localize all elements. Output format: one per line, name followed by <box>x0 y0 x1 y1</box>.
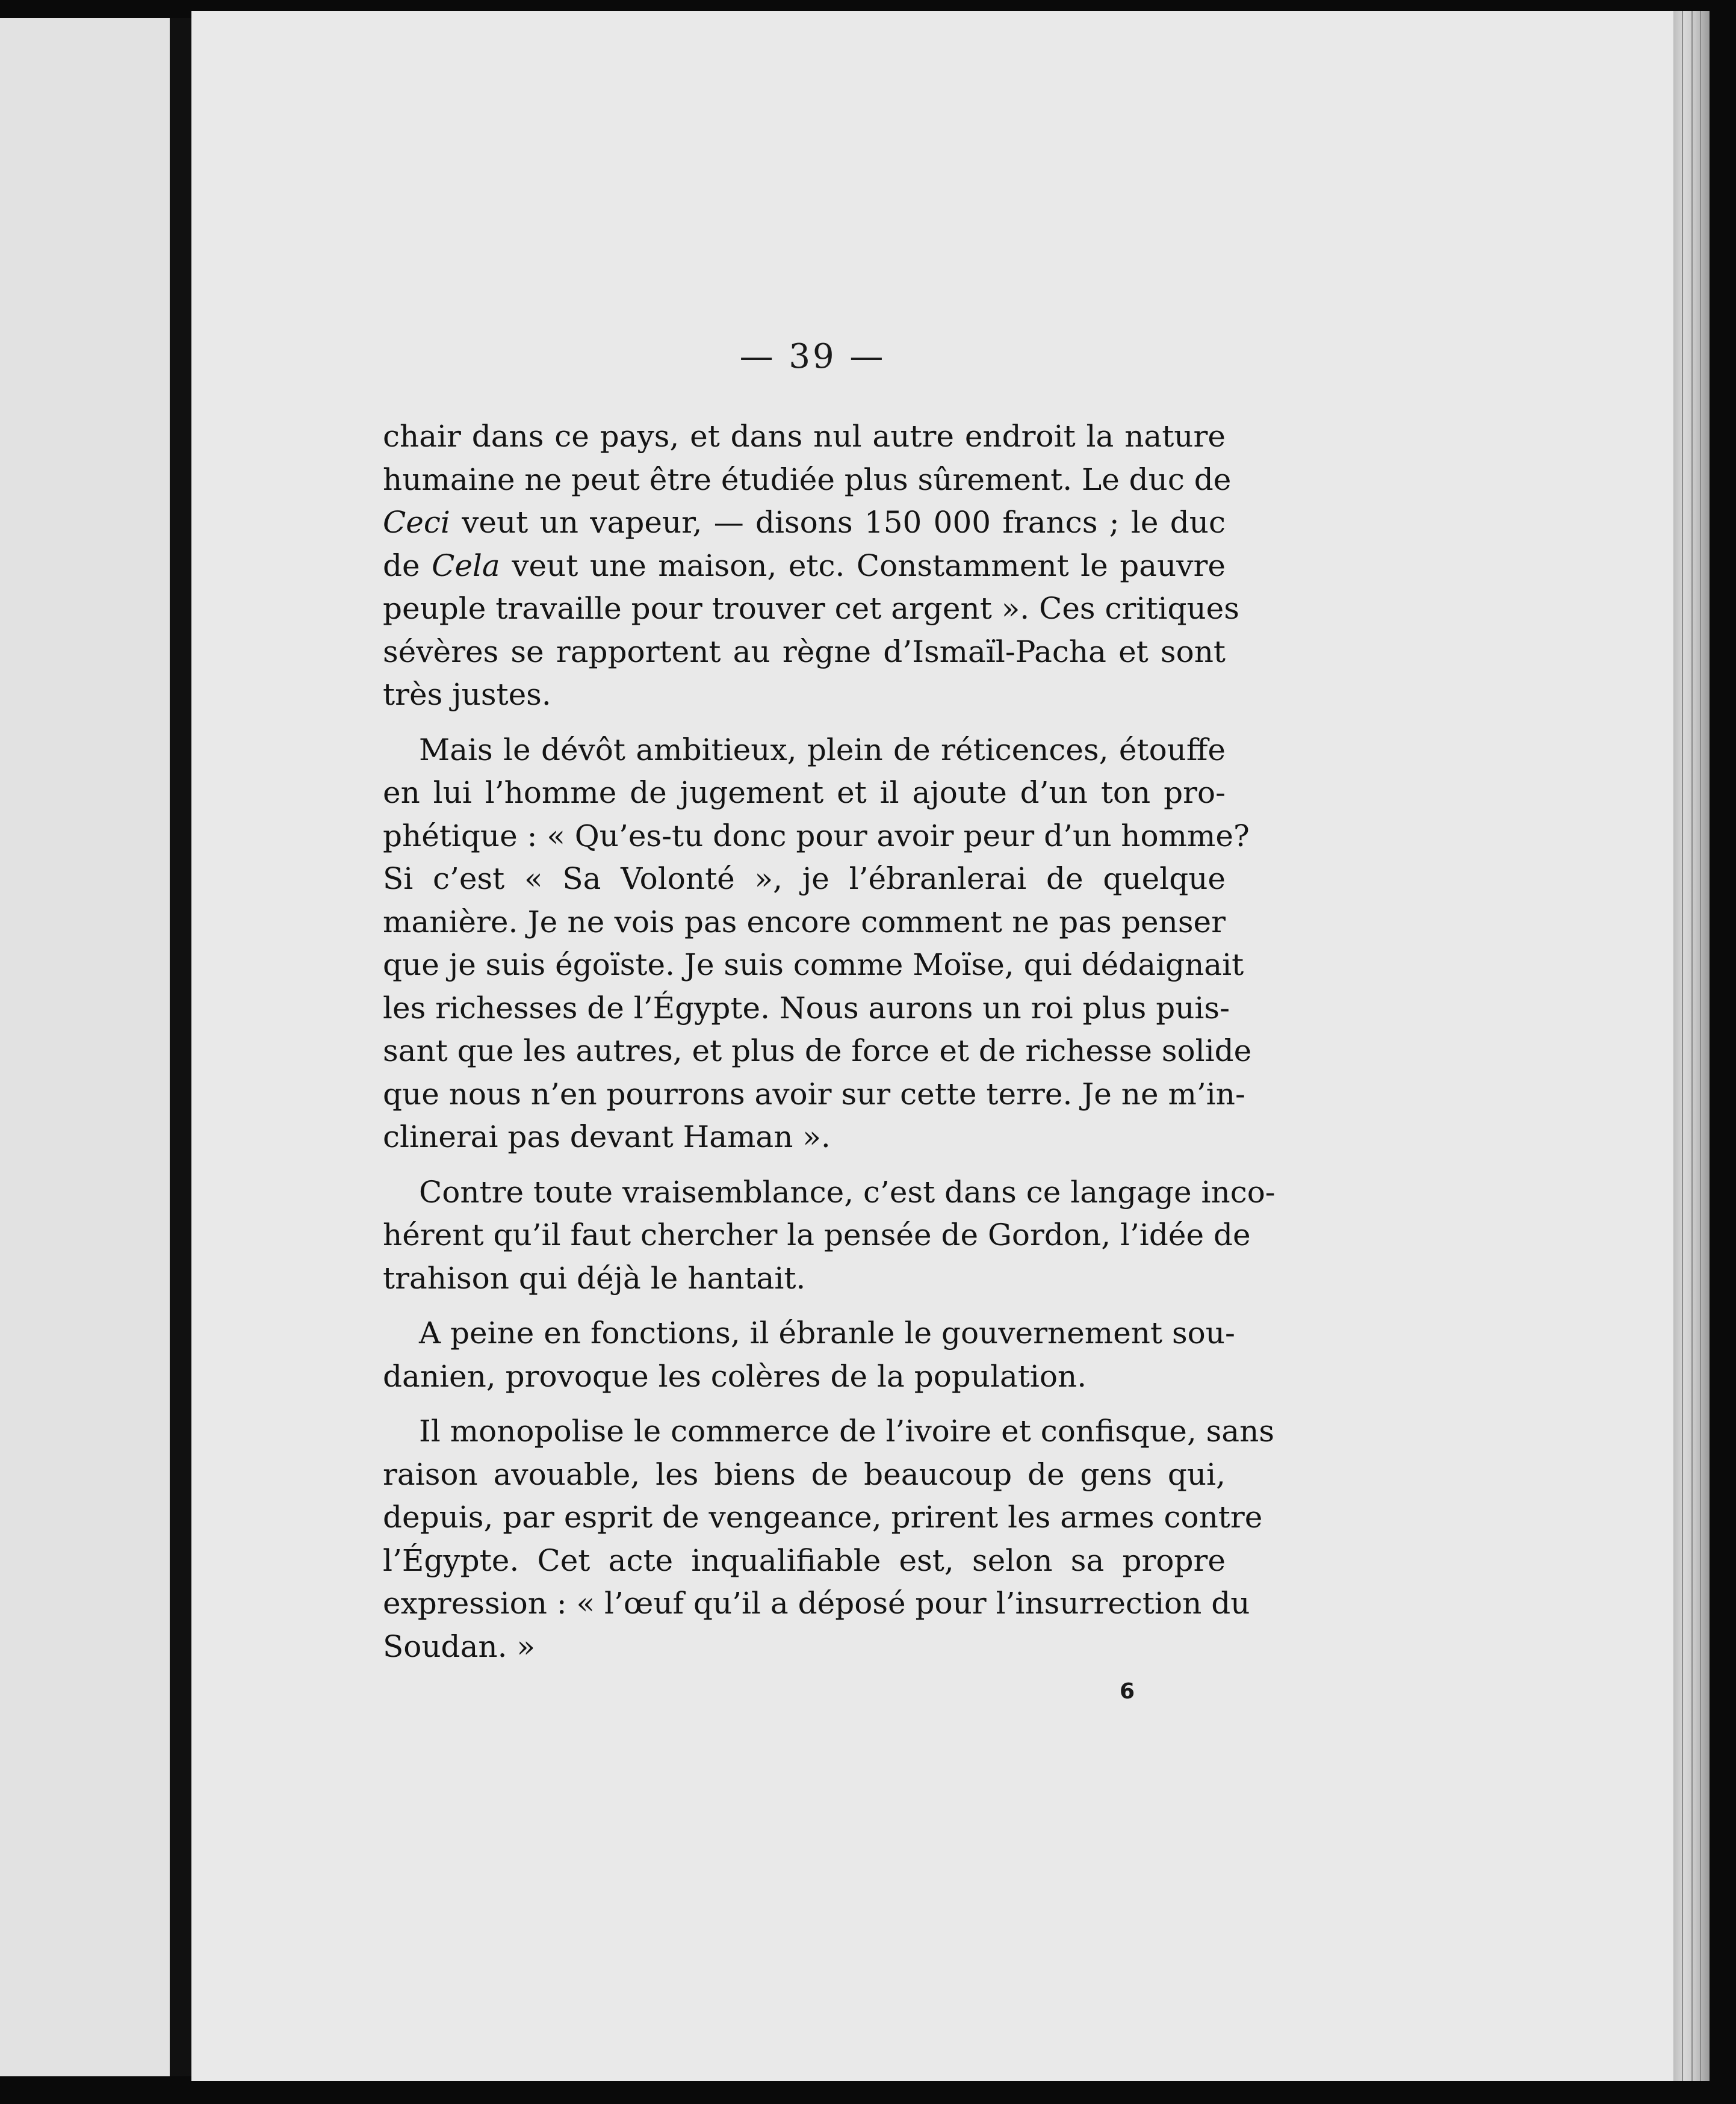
text-line: peuple travaille pour trouver cet argent ». Ces critiques <box>383 591 1239 626</box>
text-line: les richesses de l’Égypte. Nous aurons un roi plus puis- <box>383 990 1230 1026</box>
text-line: Ceci veut un vapeur, — disons 150 000 francs ; le duc <box>383 505 1226 540</box>
text-line: manière. Je ne vois pas encore comment ne pas penser <box>383 904 1226 939</box>
text-line: que nous n’en pourrons avoir sur cette terre. Je ne m’in- <box>383 1076 1245 1112</box>
text-line: clinerai pas devant Haman ». <box>383 1119 831 1154</box>
text-line: phétique : « Qu’es-tu donc pour avoir peur d’un homme? <box>383 818 1250 853</box>
text-line: depuis, par esprit de vengeance, prirent les armes contre <box>383 1500 1263 1535</box>
text-line: l’Égypte. Cet acte inqualifiable est, selon sa propre <box>383 1542 1226 1578</box>
text-line: Il monopolise le commerce de l’ivoire et confisque, sans <box>419 1414 1274 1449</box>
text-line: trahison qui déjà le hantait. <box>383 1260 806 1296</box>
paragraph-2 <box>383 729 1252 1159</box>
book-gutter <box>170 18 191 2076</box>
page-number: — 39 — <box>739 337 886 376</box>
text-line: raison avouable, les biens de beaucoup de gens qui, <box>383 1456 1226 1492</box>
paragraph-1 <box>383 415 1239 717</box>
text-line: Si c’est « Sa Volonté », je l’ébranlerai de quelque <box>383 861 1226 896</box>
text-line: expression : « l’œuf qu’il a déposé pour l’insurrection du <box>383 1586 1250 1621</box>
text-line: A peine en fonctions, il ébranle le gouvernement sou- <box>419 1316 1235 1351</box>
paragraph-3 <box>383 1171 1276 1301</box>
text-line: que je suis égoïste. Je suis comme Moïse, qui dédaignait <box>383 947 1244 982</box>
text-line: danien, provoque les colères de la population. <box>383 1358 1087 1394</box>
paragraph-5 <box>383 1410 1274 1668</box>
paragraph-4 <box>383 1312 1235 1398</box>
text-line: humaine ne peut être étudiée plus sûrement. Le duc de <box>383 462 1232 497</box>
text-line: hérent qu’il faut chercher la pensée de Gordon, l’idée de <box>383 1218 1251 1252</box>
text-line: très justes. <box>383 677 551 712</box>
text-line: sant que les autres, et plus de force et de richesse solide <box>383 1033 1252 1068</box>
text-line: Mais le dévôt ambitieux, plein de réticences, étouffe <box>419 732 1226 767</box>
text-line: de Cela veut une maison, etc. Constamment le pauvre <box>383 548 1226 583</box>
text-line: sévères se rapportent au règne d’Ismaïl-Pacha et sont <box>383 634 1226 669</box>
page-stack-edge <box>1673 11 1710 2081</box>
left-page-margin <box>0 18 175 2076</box>
signature-mark: 6 <box>1120 1679 1135 1704</box>
text-line: en lui l’homme de jugement et il ajoute d’un ton pro- <box>383 775 1226 810</box>
text-line: Contre toute vraisemblance, c’est dans ce langage inco- <box>419 1174 1276 1210</box>
body-text <box>383 415 1276 1668</box>
text-line: Soudan. » <box>383 1629 535 1664</box>
text-line: chair dans ce pays, et dans nul autre endroit la nature <box>383 419 1226 454</box>
